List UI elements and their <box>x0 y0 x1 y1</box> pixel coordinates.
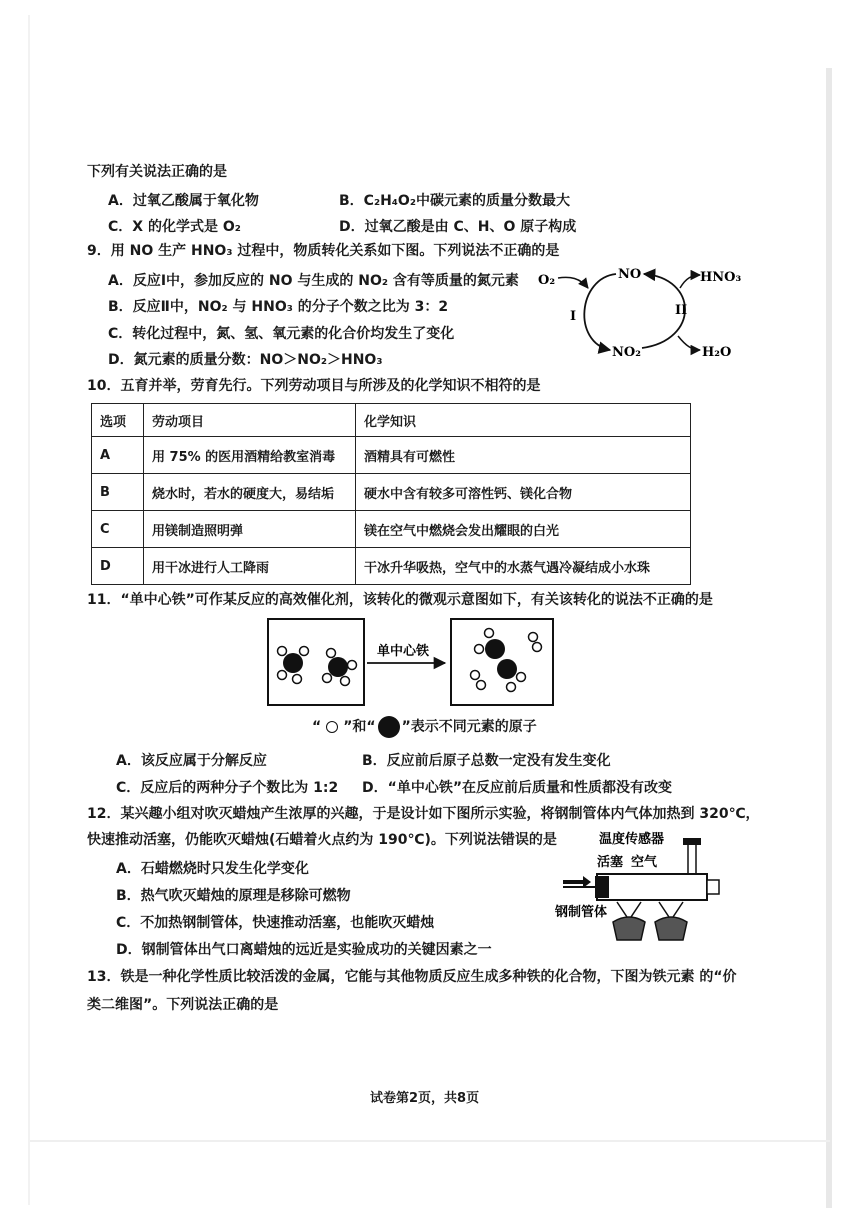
tube-outlet <box>707 880 719 894</box>
labor-knowledge-table <box>91 403 691 585</box>
reactant-molecule-1 <box>278 647 309 684</box>
table-row <box>92 474 691 511</box>
q12-option-a: A．石蜡燃烧时只发生化学变化 <box>116 861 309 877</box>
black-atom-icon <box>378 716 400 738</box>
white-atom-icon <box>326 721 338 733</box>
table-cell: 酒精具有可燃性 <box>356 437 691 474</box>
h2o-arrow <box>678 336 700 350</box>
reaction-1-arrow <box>584 274 616 350</box>
q9-stem: 9．用 NO 生产 HNO₃ 过程中，物质转化关系如下图。下列说法不正确的是 <box>87 243 560 259</box>
q11-option-d: D．“单中心铁”在反应前后质量和性质都没有改变 <box>362 780 673 796</box>
table-row <box>92 437 691 474</box>
air-label: 空气 <box>631 855 658 870</box>
piston-label: 活塞 <box>597 855 624 870</box>
table-cell: 硬水中含有较多可溶性钙、镁化合物 <box>356 474 691 511</box>
q13-stem-line1: 13．铁是一种化学性质比较活泼的金属，它能与其他物质反应生成多种铁的化合物，下图为铁元素 的“价 <box>87 969 737 985</box>
table-cell: 用 75% 的医用酒精给教室消毒 <box>144 437 356 474</box>
q11-option-c: C．反应后的两种分子个数比为 1:2 <box>116 780 339 796</box>
table-row <box>92 548 691 585</box>
h2o-label: H₂O <box>702 345 732 360</box>
no2-label: NO₂ <box>612 345 641 360</box>
q12-option-b: B．热气吹灭蜡烛的原理是移除可燃物 <box>116 888 351 904</box>
table-cell: 烧水时，若水的硬度大，易结垢 <box>144 474 356 511</box>
q9-option-c: C．转化过程中，氮、氢、氧元素的化合价均发生了变化 <box>108 326 455 342</box>
table-cell: 镁在空气中燃烧会发出耀眼的白光 <box>356 511 691 548</box>
q8-option-d: D．过氧乙酸是由 C、H、O 原子构成 <box>339 219 577 235</box>
table-cell: 干冰升华吸热，空气中的水蒸气遇冷凝结成小水珠 <box>356 548 691 585</box>
q9-option-d: D．氮元素的质量分数：NO＞NO₂＞HNO₃ <box>108 352 383 368</box>
product-molecule-h2 <box>529 633 542 652</box>
q11-stem: 11．“单中心铁”可作某反应的高效催化剂，该转化的微观示意图如下，有关该转化的说法不正确的是 <box>87 592 713 608</box>
q9-option-a: A．反应Ⅰ中，参加反应的 NO 与生成的 NO₂ 含有等质量的氮元素 <box>108 273 519 289</box>
o2-arrow <box>558 277 588 288</box>
q13-stem-line2: 类二维图”。下列说法正确的是 <box>87 997 279 1013</box>
candle-apparatus-diagram <box>555 830 725 950</box>
reaction-2-label: II <box>675 303 688 318</box>
legend-open-quote: “ <box>312 719 322 735</box>
product-molecule-h2-b <box>471 671 486 690</box>
o2-label: O₂ <box>538 273 556 288</box>
tube-label: 钢制管体 <box>555 905 608 920</box>
hno3-label: HNO₃ <box>700 270 742 285</box>
reaction-1-label: I <box>570 309 577 324</box>
q11-option-a: A．该反应属于分解反应 <box>116 753 267 769</box>
header-knowledge: 化学知识 <box>356 404 691 437</box>
q8-stem: 下列有关说法正确的是 <box>87 164 227 180</box>
table-cell: D <box>92 548 144 585</box>
header-labor: 劳动项目 <box>144 404 356 437</box>
q8-option-a: A．过氧乙酸属于氧化物 <box>108 193 259 209</box>
q11-option-b: B．反应前后原子总数一定没有发生变化 <box>362 753 611 769</box>
steel-tube <box>597 874 707 900</box>
atom-legend <box>312 716 537 738</box>
q8-option-b: B．C₂H₄O₂中碳元素的质量分数最大 <box>339 193 570 209</box>
q9-option-b: B．反应Ⅱ中，NO₂ 与 HNO₃ 的分子个数之比为 3：2 <box>108 299 449 315</box>
table-header-row <box>92 404 691 437</box>
header-option: 选项 <box>92 404 144 437</box>
legend-mid: ”和“ <box>343 719 376 735</box>
alcohol-lamp-icon <box>655 917 687 940</box>
alcohol-lamp-icon <box>613 917 645 940</box>
table-cell: 用干冰进行人工降雨 <box>144 548 356 585</box>
table-cell: 用镁制造照明弹 <box>144 511 356 548</box>
q12-option-d: D．钢制管体出气口离蜡烛的远近是实验成功的关键因素之一 <box>116 942 492 958</box>
q12-option-c: C．不加热钢制管体，快速推动活塞，也能吹灭蜡烛 <box>116 915 435 931</box>
sensor-label: 温度传感器 <box>599 832 665 847</box>
q12-stem-line2: 快速推动活塞，仍能吹灭蜡烛(石蜡着火点约为 190℃)。下列说法错误的是 <box>87 832 557 848</box>
nitrogen-cycle-diagram <box>530 258 750 368</box>
table-cell: A <box>92 437 144 474</box>
piston-icon <box>595 876 609 898</box>
temperature-sensor-icon <box>688 844 696 874</box>
table-row <box>92 511 691 548</box>
q12-stem-line1: 12．某兴趣小组对吹灭蜡烛产生浓厚的兴趣，于是设计如下图所示实验，将钢制管体内气体加热到 320℃， <box>87 806 760 822</box>
legend-text: ”表示不同元素的原子 <box>401 719 537 735</box>
scan-edge-bottom <box>30 1140 830 1142</box>
table-cell: C <box>92 511 144 548</box>
q8-option-c: C．X 的化学式是 O₂ <box>108 219 241 235</box>
table-cell: B <box>92 474 144 511</box>
q10-stem: 10．五育并举，劳育先行。下列劳动项目与所涉及的化学知识不相符的是 <box>87 378 541 394</box>
hno3-arrow <box>680 275 700 288</box>
scan-edge-right <box>826 68 832 1208</box>
catalyst-label: 单中心铁 <box>377 644 430 659</box>
no-label: NO <box>618 267 642 282</box>
scan-edge-left <box>28 15 30 1205</box>
page-footer: 试卷第2页，共8页 <box>370 1091 480 1106</box>
reactant-molecule-2 <box>323 649 357 686</box>
catalyst-micro-diagram <box>265 615 557 711</box>
